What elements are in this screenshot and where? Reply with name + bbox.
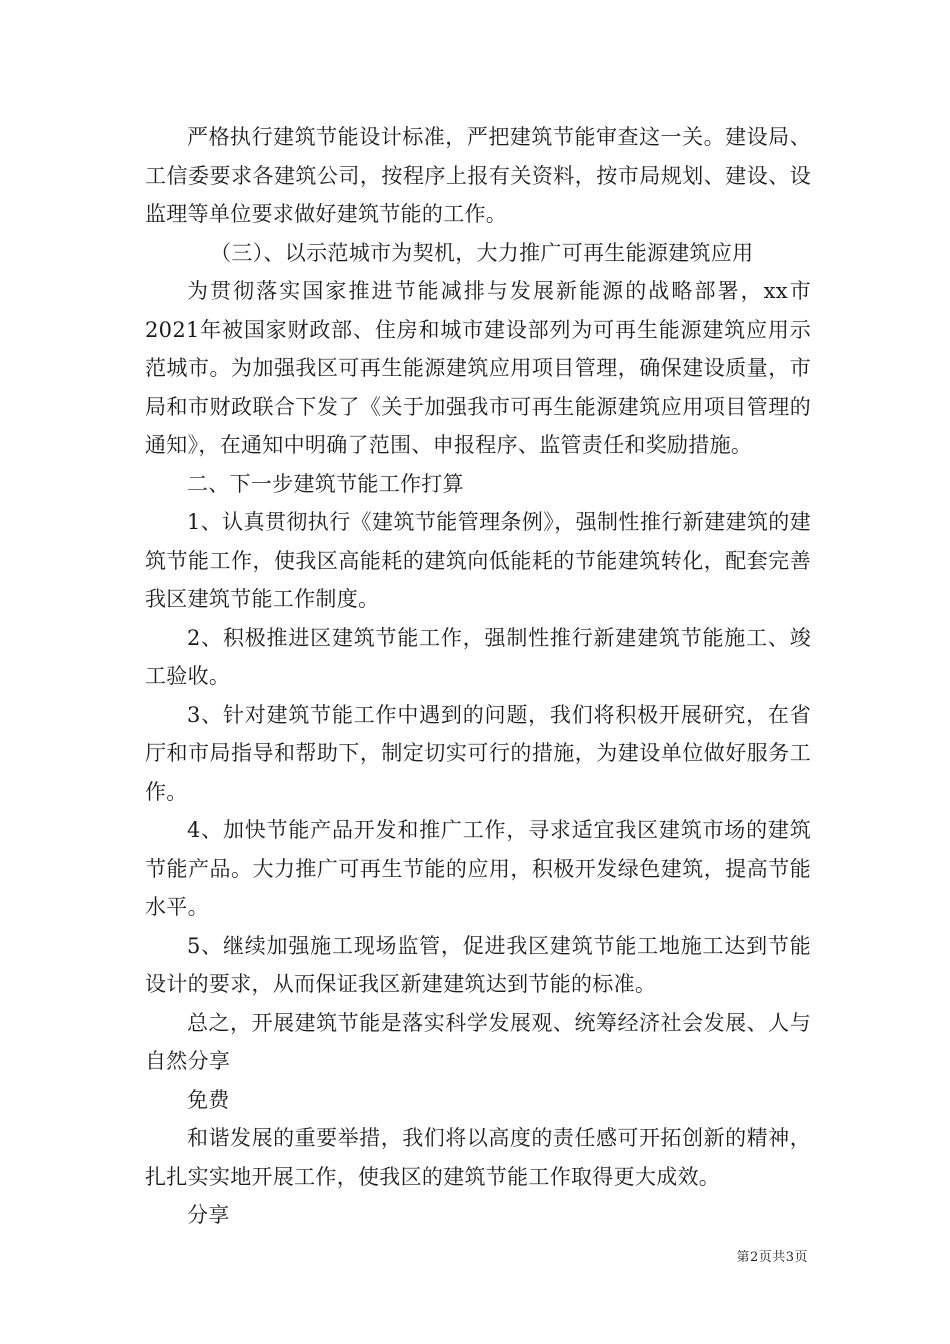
list-item-5: 5、继续加强施工现场监管，促进我区建筑节能工地施工达到节能设计的要求，从而保证我区新建建筑达到节能的标准。 (145, 933, 811, 996)
section-heading-demo-city: （三）、以示范城市为契机，大力推广可再生能源建筑应用 (210, 240, 754, 265)
section-heading-next-steps: 二、下一步建筑节能工作打算 (187, 471, 464, 496)
paragraph-summary: 总之，开展建筑节能是落实科学发展观、统筹经济社会发展、人与自然分享 (145, 1010, 811, 1073)
list-item-1: 1、认真贯彻执行《建筑节能管理条例》，强制性推行新建建筑的建筑节能工作，使我区高能耗的建筑向低能耗的节能建筑转化，配套完善我区建筑节能工作制度。 (145, 510, 811, 611)
paragraph-demo-city: 为贯彻落实国家推进节能减排与发展新能源的战略部署，xx市2021年被国家财政部、住房和城市建设部列为可再生能源建筑应用示范城市。为加强我区可再生能源建筑应用项目管理，确保建设质量，市局和市财政联合下发了《关于加强我市可再生能源建筑应用项目管理的通知》，在通知中明确了范围、申报程序、监管责任和奖励措施。 (145, 279, 811, 457)
paragraph-free: 免费 (187, 1087, 230, 1112)
page-number: 第2页共3页 (736, 1250, 808, 1265)
paragraph-conclusion: 和谐发展的重要举措，我们将以高度的责任感可开拓创新的精神，扎扎实实地开展工作，使我区的建筑节能工作取得更大成效。 (145, 1126, 811, 1189)
paragraph-share: 分享 (187, 1203, 230, 1227)
list-item-3: 3、针对建筑节能工作中遇到的问题，我们将积极开展研究，在省厅和市局指导和帮助下，制定切实可行的措施，为建设单位做好服务工作。 (145, 702, 811, 804)
document-body (145, 118, 811, 1235)
list-item-2: 2、积极推进区建筑节能工作，强制性推行新建建筑节能施工、竣工验收。 (145, 625, 811, 688)
list-item-4: 4、加快节能产品开发和推广工作，寻求适宜我区建筑市场的建筑节能产品。大力推广可再生节能的应用，积极开发绿色建筑，提高节能水平。 (145, 818, 811, 919)
paragraph-building-standards: 严格执行建筑节能设计标准，严把建筑节能审查这一关。建设局、工信委要求各建筑公司，按程序上报有关资料，按市局规划、建设、设监理等单位要求做好建筑节能的工作。 (145, 125, 811, 226)
